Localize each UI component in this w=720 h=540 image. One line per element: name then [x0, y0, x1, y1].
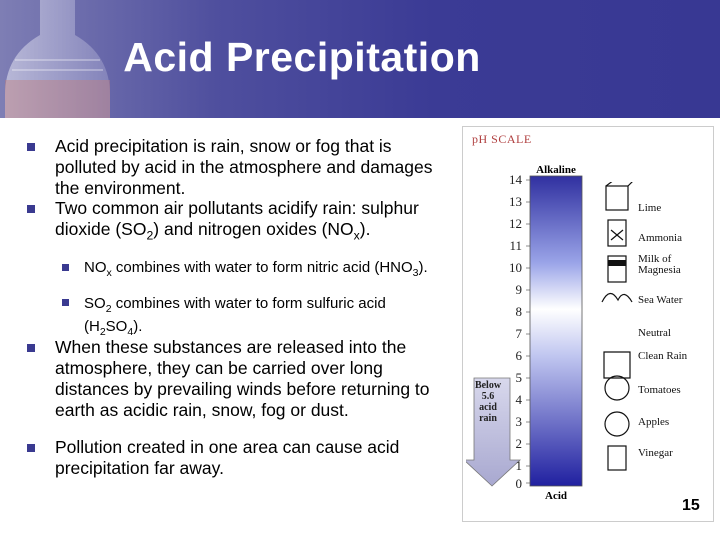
arrow-label-line: rain [479, 413, 497, 424]
ph-scale-graphic [466, 170, 586, 490]
sub-bullet-marker [62, 299, 69, 306]
ph-tick: 2 [515, 436, 522, 451]
ph-tick: 0 [515, 476, 522, 491]
bullet-2-part: Two common air pollutants acidify rain: sulphur dioxide (SO [55, 198, 419, 239]
ph-tick: 14 [509, 172, 522, 187]
ph-tick: 11 [509, 238, 522, 253]
ph-item-icons [600, 182, 636, 472]
subscript: 4 [127, 326, 134, 338]
clean-rain-icon [604, 352, 630, 378]
label-vinegar: Vinegar [638, 447, 673, 459]
subscript: 2 [99, 326, 106, 338]
arrow-label-line: acid [479, 402, 497, 413]
label-clean-rain: Clean Rain [638, 350, 688, 362]
acid-label: Acid [545, 490, 567, 502]
bullet-text-1: Acid precipitation is rain, snow or fog that is polluted by acid in the atmosphere and damages the environment. [55, 136, 433, 198]
label-ammonia: Ammonia [638, 232, 682, 244]
title-bar [0, 0, 720, 118]
bullet-marker [27, 205, 35, 213]
ph-tick: 6 [515, 348, 522, 363]
arrow-label-line: Below [474, 380, 502, 391]
arrow-label-line: 5.6 [481, 391, 495, 402]
page-title: Acid Precipitation [123, 34, 481, 80]
subscript: x [353, 228, 360, 243]
ph-tick: 1 [515, 458, 522, 473]
sub-bullet-2-part: SO [105, 318, 128, 335]
sub-bullet-text-1 [84, 259, 444, 282]
bullet-marker [27, 444, 35, 452]
bullet-text-2 [55, 198, 450, 247]
sub-bullet-marker [62, 264, 69, 271]
label-sea-water: Sea Water [638, 294, 683, 306]
ph-tick: 8 [515, 304, 522, 319]
label-neutral: Neutral [638, 327, 671, 339]
sub-bullet-1-part: NO [84, 259, 107, 276]
ammonia-icon [608, 220, 626, 246]
bullet-text-3: When these substances are released into the atmosphere, they can be carried over long distances by prevailing winds before returning to earth as acidic rain, snow, fog or dust. [55, 337, 430, 420]
bullet-2-part: ) and nitrogen oxides (NO [153, 219, 354, 239]
alkaline-label: Alkaline [536, 164, 576, 176]
ph-color-bar [530, 176, 582, 486]
ph-tick: 4 [515, 392, 522, 407]
sub-bullet-2-part: combines with water to form sulfuric acid (H [84, 295, 386, 335]
ph-tick: 10 [509, 260, 522, 275]
page-number: 15 [682, 497, 700, 514]
bullet-marker [27, 143, 35, 151]
vinegar-icon [608, 446, 626, 470]
apple-icon [605, 412, 629, 436]
tomato-icon [605, 376, 629, 400]
lime-icon [606, 186, 628, 210]
subscript: 3 [412, 267, 419, 279]
ph-tick: 5 [515, 370, 522, 385]
sub-bullet-1-part: combines with water to form nitric acid (HNO [111, 259, 413, 276]
sub-bullet-text-2 [84, 295, 444, 341]
ph-tick: 13 [509, 194, 522, 209]
bullet-2-part: ). [359, 219, 371, 239]
ph-tick: 9 [515, 282, 522, 297]
subscript: 2 [105, 303, 112, 315]
label-tomatoes: Tomatoes [638, 384, 681, 396]
acid-rain-arrow-label [470, 380, 506, 424]
subscript: x [106, 267, 112, 279]
ph-tick: 3 [515, 414, 522, 429]
magnesia-icon [608, 256, 626, 282]
label-apples: Apples [638, 416, 670, 428]
sub-bullet-2-part: SO [84, 295, 106, 312]
label-lime: Lime [638, 202, 662, 214]
ph-tick: 7 [515, 326, 522, 341]
bullet-marker [27, 344, 35, 352]
sub-bullet-1-part: ). [418, 259, 428, 276]
ph-scale-title: pH SCALE [472, 132, 532, 146]
label-milk-of-magnesia: Milk of Magnesia [638, 253, 681, 276]
ph-tick: 12 [509, 216, 522, 231]
subscript: 2 [146, 228, 154, 243]
bullet-text-4: Pollution created in one area can cause acid precipitation far away. [55, 437, 400, 478]
wave-icon [602, 293, 632, 302]
sub-bullet-2-part: ). [133, 318, 143, 335]
